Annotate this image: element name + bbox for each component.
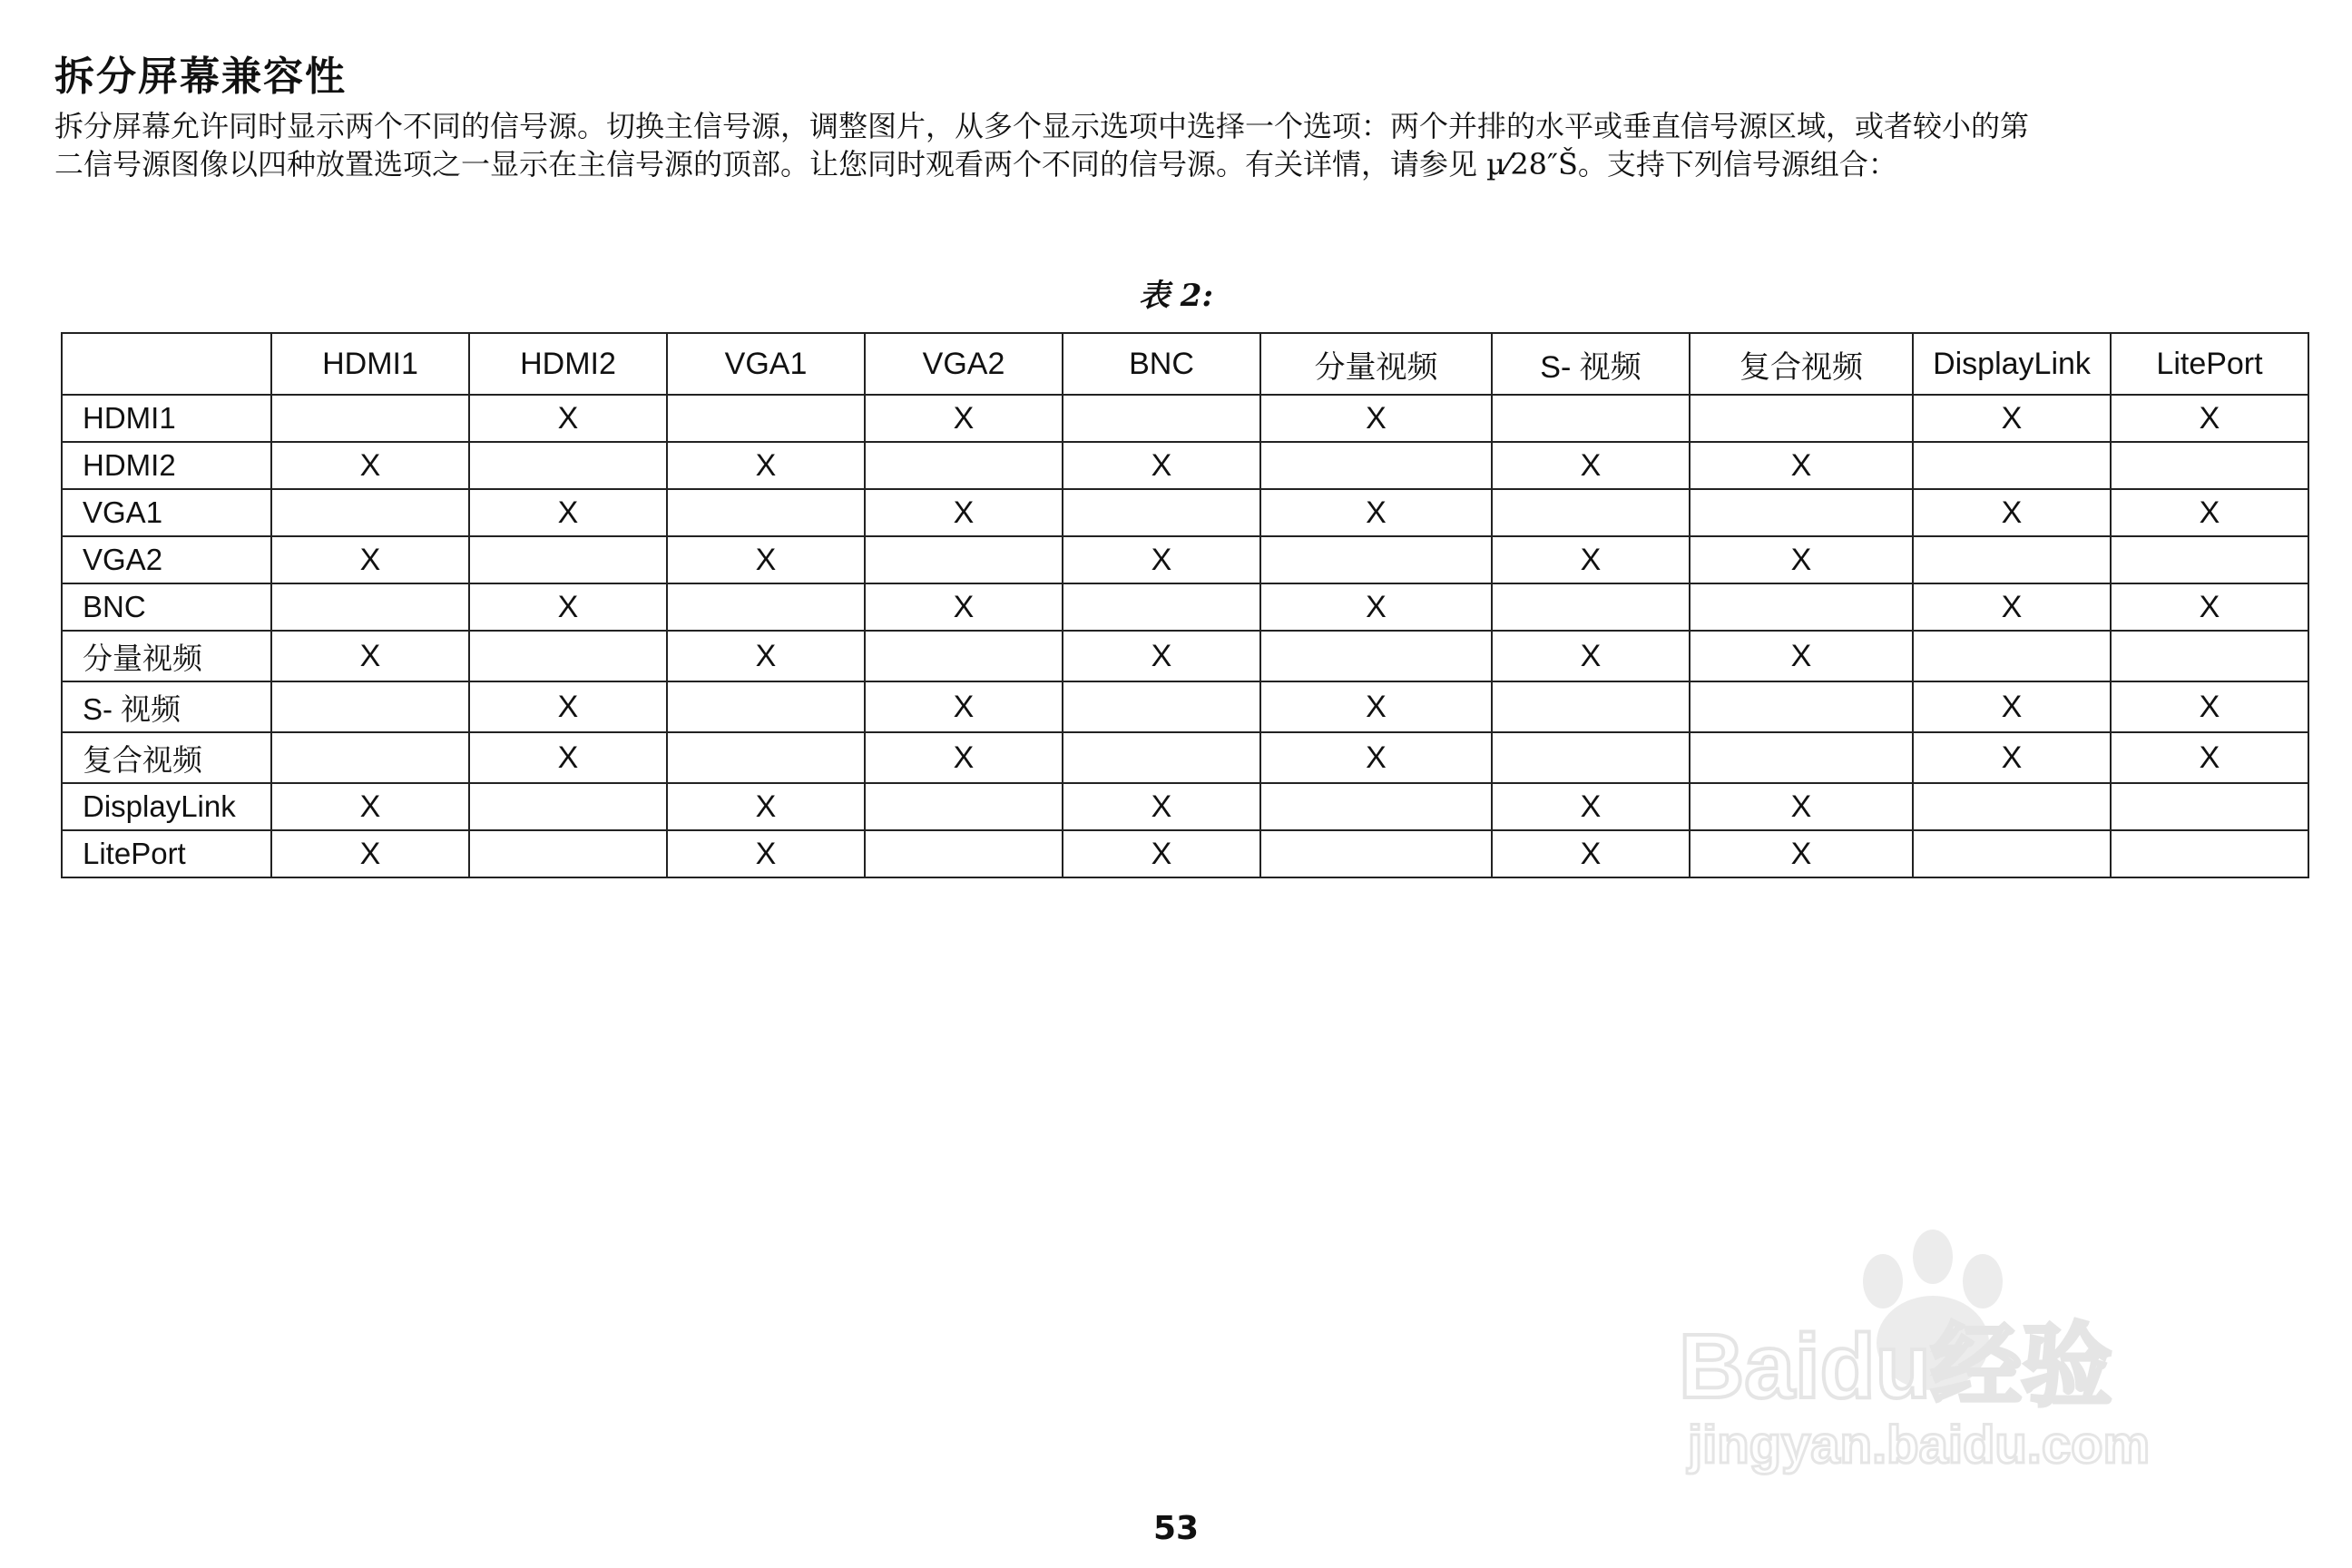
row-header: BNC [62, 583, 271, 631]
compat-cell: X [1913, 489, 2111, 536]
compat-cell [2111, 783, 2308, 830]
compat-cell [1063, 583, 1260, 631]
compat-cell: X [469, 583, 667, 631]
compat-cell [865, 783, 1063, 830]
compat-cell: X [1260, 681, 1492, 732]
compat-cell [1492, 583, 1690, 631]
compat-cell [1913, 830, 2111, 877]
compat-cell: X [865, 732, 1063, 783]
compat-cell [865, 442, 1063, 489]
table-row [62, 681, 2308, 732]
table-body [62, 395, 2308, 877]
compat-cell [271, 489, 469, 536]
compat-cell: X [1492, 631, 1690, 681]
compat-cell [865, 631, 1063, 681]
compat-cell: X [2111, 489, 2308, 536]
column-header: LitePort [2111, 333, 2308, 395]
compat-cell [1913, 442, 2111, 489]
compat-cell [1492, 732, 1690, 783]
compat-cell: X [271, 631, 469, 681]
compat-cell [2111, 631, 2308, 681]
baidu-watermark-logo [1670, 1216, 2232, 1488]
compat-cell: X [1260, 395, 1492, 442]
table-row [62, 536, 2308, 583]
compat-cell [1260, 783, 1492, 830]
compat-cell [1690, 732, 1913, 783]
column-header: VGA1 [667, 333, 865, 395]
compat-cell: X [1690, 536, 1913, 583]
table-row [62, 442, 2308, 489]
compatibility-table [61, 332, 2309, 878]
intro-line-2: 二信号源图像以四种放置选项之一显示在主信号源的顶部。让您同时观看两个不同的信号源。有关详情，请参见 µ⁄28″Š。支持下列信号源组合： [54, 147, 1897, 181]
compat-cell [1690, 489, 1913, 536]
compat-cell: X [1063, 442, 1260, 489]
table-row [62, 732, 2308, 783]
compat-cell: X [469, 395, 667, 442]
compat-cell [1260, 442, 1492, 489]
compat-cell [1492, 489, 1690, 536]
intro-line-1: 拆分屏幕允许同时显示两个不同的信号源。切换主信号源，调整图片，从多个显示选项中选择一个选项：两个并排的水平或垂直信号源区域，或者较小的第 [54, 109, 2030, 143]
compat-cell: X [2111, 395, 2308, 442]
compat-cell: X [1063, 536, 1260, 583]
compat-cell: X [667, 442, 865, 489]
compat-cell: X [1690, 631, 1913, 681]
row-header: 复合视频 [62, 732, 271, 783]
compat-cell [1063, 681, 1260, 732]
compat-cell [667, 681, 865, 732]
compat-cell [667, 583, 865, 631]
column-header: 分量视频 [1260, 333, 1492, 395]
compat-cell [1690, 681, 1913, 732]
row-header: DisplayLink [62, 783, 271, 830]
compat-cell: X [1492, 536, 1690, 583]
compat-cell [1913, 631, 2111, 681]
table-row [62, 830, 2308, 877]
compat-cell [1260, 536, 1492, 583]
column-header: HDMI1 [271, 333, 469, 395]
compat-cell [469, 442, 667, 489]
row-header: LitePort [62, 830, 271, 877]
compat-cell [1492, 395, 1690, 442]
table-row [62, 489, 2308, 536]
column-header: DisplayLink [1913, 333, 2111, 395]
compat-cell: X [1063, 830, 1260, 877]
compat-cell: X [1492, 830, 1690, 877]
table-row [62, 783, 2308, 830]
row-header: 分量视频 [62, 631, 271, 681]
compat-cell [469, 783, 667, 830]
column-header: HDMI2 [469, 333, 667, 395]
compat-cell: X [1260, 732, 1492, 783]
compat-cell: X [2111, 681, 2308, 732]
compat-cell [667, 395, 865, 442]
column-header: S- 视频 [1492, 333, 1690, 395]
row-header: HDMI1 [62, 395, 271, 442]
compat-cell: X [469, 489, 667, 536]
table-row [62, 395, 2308, 442]
column-header: BNC [1063, 333, 1260, 395]
compat-cell: X [865, 395, 1063, 442]
compat-cell: X [1690, 783, 1913, 830]
watermark-url-text: jingyan.baidu.com [1688, 1416, 2151, 1475]
table-header-row [62, 333, 2308, 395]
compat-cell: X [271, 830, 469, 877]
page-title: 拆分屏幕兼容性 [54, 54, 347, 100]
row-header: VGA2 [62, 536, 271, 583]
compat-cell [1492, 681, 1690, 732]
compat-cell [1690, 395, 1913, 442]
compat-cell [1913, 536, 2111, 583]
compat-cell [1260, 631, 1492, 681]
compat-cell: X [2111, 732, 2308, 783]
compat-cell: X [865, 681, 1063, 732]
compat-cell [1063, 732, 1260, 783]
compat-cell [2111, 830, 2308, 877]
compat-cell: X [1913, 395, 2111, 442]
compat-cell: X [1260, 489, 1492, 536]
compat-cell [667, 489, 865, 536]
table-row [62, 631, 2308, 681]
compat-cell: X [1690, 442, 1913, 489]
column-header: VGA2 [865, 333, 1063, 395]
page-number: 53 [1152, 1510, 1200, 1547]
compat-cell: X [1260, 583, 1492, 631]
table-corner-cell [62, 333, 271, 395]
compat-cell: X [1063, 631, 1260, 681]
compat-cell: X [1690, 830, 1913, 877]
compat-cell [1260, 830, 1492, 877]
compat-cell [865, 830, 1063, 877]
table-caption: 表 2: [1138, 278, 1214, 314]
compat-cell [271, 583, 469, 631]
table-row [62, 583, 2308, 631]
compat-cell [2111, 536, 2308, 583]
compat-cell [667, 732, 865, 783]
compat-cell: X [667, 783, 865, 830]
compat-cell [1063, 395, 1260, 442]
compat-cell [271, 395, 469, 442]
compat-cell: X [865, 489, 1063, 536]
compat-cell [1913, 783, 2111, 830]
compat-cell [271, 681, 469, 732]
compat-cell [469, 631, 667, 681]
compat-cell: X [1063, 783, 1260, 830]
compat-cell: X [271, 783, 469, 830]
compat-cell [1063, 489, 1260, 536]
compat-cell: X [667, 830, 865, 877]
compat-cell [865, 536, 1063, 583]
compat-cell [271, 732, 469, 783]
column-header: 复合视频 [1690, 333, 1913, 395]
compat-cell: X [1913, 732, 2111, 783]
compat-cell: X [1492, 783, 1690, 830]
compat-cell [2111, 442, 2308, 489]
watermark-brand-text: Baidu经验 [1679, 1316, 2112, 1417]
compat-cell: X [865, 583, 1063, 631]
compat-cell: X [667, 631, 865, 681]
compat-cell [469, 536, 667, 583]
row-header: S- 视频 [62, 681, 271, 732]
compat-cell [469, 830, 667, 877]
compat-cell: X [469, 681, 667, 732]
compat-cell: X [1913, 681, 2111, 732]
intro-paragraph [54, 107, 2305, 183]
row-header: VGA1 [62, 489, 271, 536]
compat-cell: X [667, 536, 865, 583]
compat-cell: X [1492, 442, 1690, 489]
row-header: HDMI2 [62, 442, 271, 489]
compat-cell: X [271, 536, 469, 583]
compat-cell: X [469, 732, 667, 783]
compat-cell: X [2111, 583, 2308, 631]
compat-cell: X [1913, 583, 2111, 631]
compat-cell: X [271, 442, 469, 489]
compat-cell [1690, 583, 1913, 631]
